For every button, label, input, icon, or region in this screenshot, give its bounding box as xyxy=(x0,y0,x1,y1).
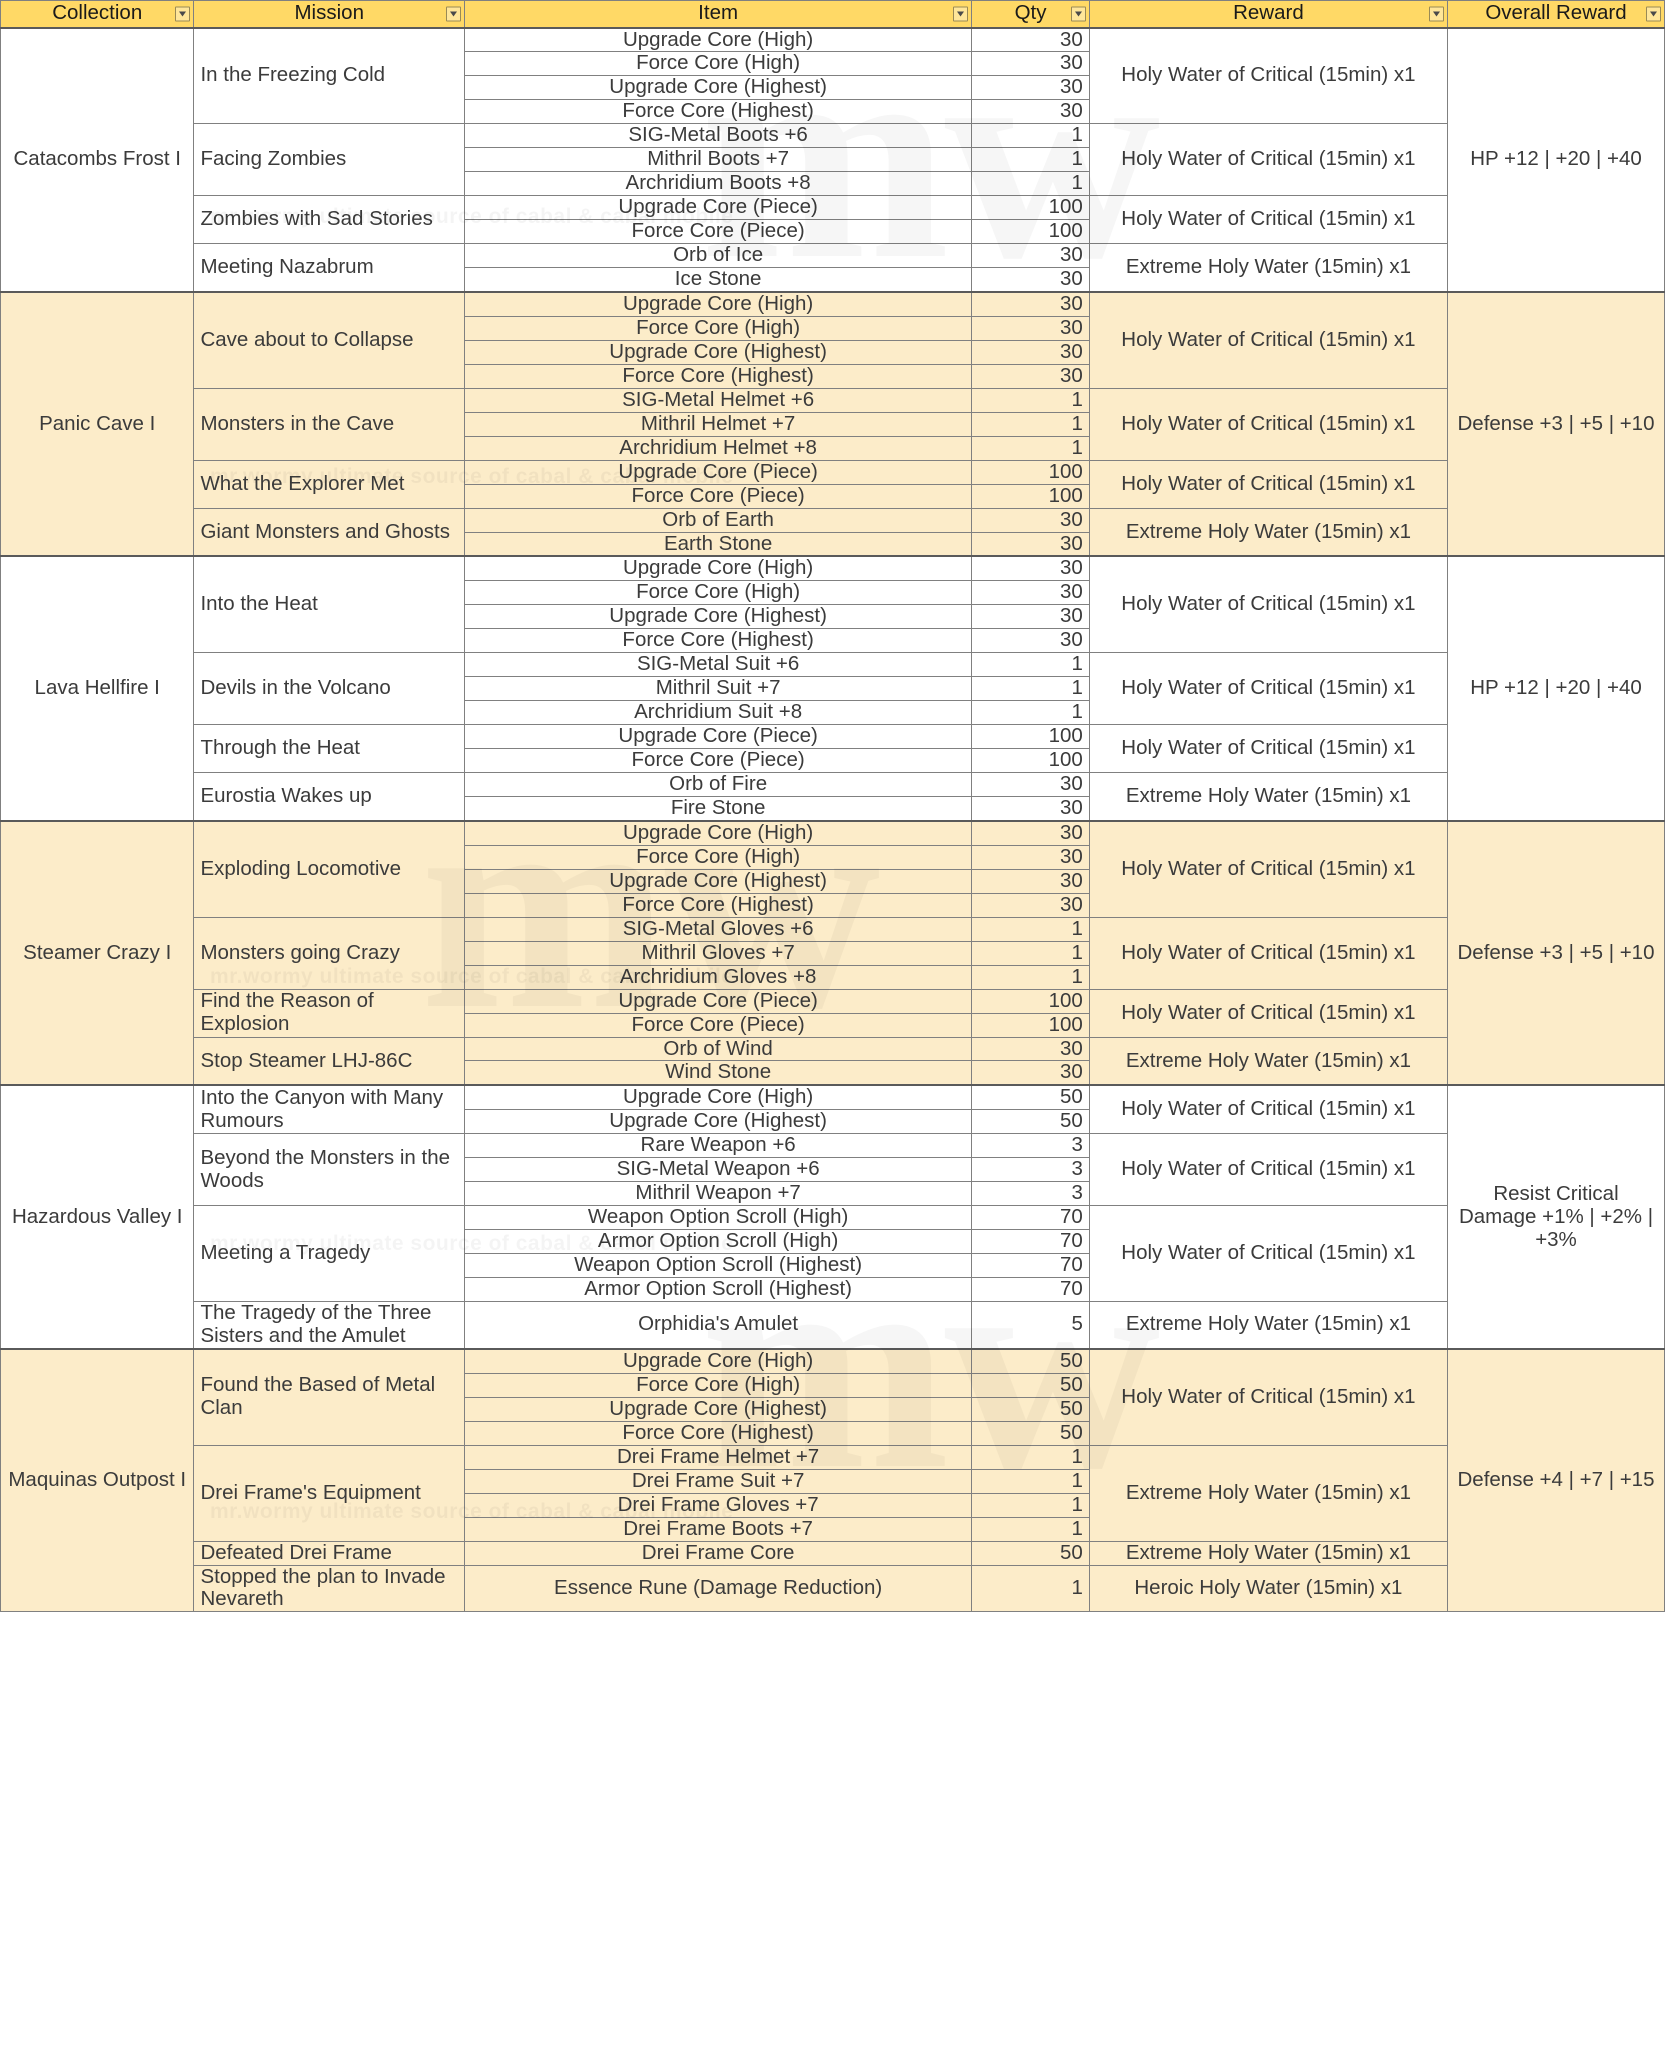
cell-qty: 30 xyxy=(972,1061,1090,1085)
cell-qty: 30 xyxy=(972,869,1090,893)
cell-mission: Monsters going Crazy xyxy=(194,917,465,989)
cell-reward: Extreme Holy Water (15min) x1 xyxy=(1089,1445,1447,1541)
cell-item: Orb of Wind xyxy=(465,1037,972,1061)
table-row xyxy=(1,1206,1665,1230)
cell-qty: 1 xyxy=(972,965,1090,989)
cell-item: Upgrade Core (Highest) xyxy=(465,340,972,364)
cell-collection: Hazardous Valley I xyxy=(1,1085,194,1348)
cell-reward: Holy Water of Critical (15min) x1 xyxy=(1089,124,1447,196)
table-header xyxy=(1,1,1665,28)
table-row xyxy=(1,460,1665,484)
cell-qty: 1 xyxy=(972,1565,1090,1612)
filter-dropdown-icon[interactable] xyxy=(175,6,190,21)
table-row xyxy=(1,773,1665,797)
column-header-label: Collection xyxy=(52,1,143,25)
cell-item: Upgrade Core (Highest) xyxy=(465,1110,972,1134)
cell-mission: Facing Zombies xyxy=(194,124,465,196)
cell-qty: 1 xyxy=(972,1517,1090,1541)
table-row xyxy=(1,1302,1665,1349)
cell-item: Orb of Earth xyxy=(465,508,972,532)
cell-overall-reward: HP +12 | +20 | +40 xyxy=(1448,556,1665,820)
cell-qty: 1 xyxy=(972,653,1090,677)
table-row xyxy=(1,821,1665,845)
cell-item: Drei Frame Core xyxy=(465,1541,972,1565)
cell-item: Force Core (Highest) xyxy=(465,100,972,124)
cell-item: Archridium Helmet +8 xyxy=(465,436,972,460)
table-body xyxy=(1,28,1665,1612)
cell-reward: Holy Water of Critical (15min) x1 xyxy=(1089,1134,1447,1206)
header-row xyxy=(1,1,1665,28)
cell-qty: 30 xyxy=(972,605,1090,629)
cell-mission: Into the Canyon with Many Rumours xyxy=(194,1085,465,1133)
column-header-collection xyxy=(1,1,194,28)
column-header-label: Overall Reward xyxy=(1485,1,1627,25)
cell-qty: 30 xyxy=(972,100,1090,124)
cell-qty: 1 xyxy=(972,436,1090,460)
cell-collection: Steamer Crazy I xyxy=(1,821,194,1085)
column-header-label: Mission xyxy=(294,1,364,25)
table-row xyxy=(1,1085,1665,1109)
cell-reward: Holy Water of Critical (15min) x1 xyxy=(1089,653,1447,725)
cell-item: Mithril Weapon +7 xyxy=(465,1182,972,1206)
cell-item: Upgrade Core (Highest) xyxy=(465,76,972,100)
cell-qty: 3 xyxy=(972,1134,1090,1158)
cell-reward: Holy Water of Critical (15min) x1 xyxy=(1089,556,1447,652)
cell-item: Wind Stone xyxy=(465,1061,972,1085)
cell-item: Upgrade Core (High) xyxy=(465,1349,972,1373)
cell-qty: 1 xyxy=(972,701,1090,725)
cell-qty: 100 xyxy=(972,989,1090,1013)
cell-qty: 30 xyxy=(972,52,1090,76)
cell-qty: 100 xyxy=(972,725,1090,749)
cell-overall-reward: Defense +4 | +7 | +15 xyxy=(1448,1349,1665,1612)
cell-qty: 50 xyxy=(972,1541,1090,1565)
cell-mission: Meeting Nazabrum xyxy=(194,244,465,292)
cell-item: Force Core (Highest) xyxy=(465,893,972,917)
cell-qty: 100 xyxy=(972,460,1090,484)
cell-qty: 50 xyxy=(972,1110,1090,1134)
cell-mission: Devils in the Volcano xyxy=(194,653,465,725)
column-header-label: Item xyxy=(698,1,739,25)
cell-item: Upgrade Core (Piece) xyxy=(465,196,972,220)
cell-reward: Holy Water of Critical (15min) x1 xyxy=(1089,917,1447,989)
cell-item: Mithril Boots +7 xyxy=(465,148,972,172)
cell-qty: 50 xyxy=(972,1373,1090,1397)
cell-mission: What the Explorer Met xyxy=(194,460,465,508)
cell-qty: 30 xyxy=(972,532,1090,556)
cell-qty: 100 xyxy=(972,220,1090,244)
cell-item: Force Core (Highest) xyxy=(465,364,972,388)
cell-item: Upgrade Core (Highest) xyxy=(465,605,972,629)
cell-item: Force Core (Piece) xyxy=(465,484,972,508)
cell-qty: 30 xyxy=(972,268,1090,292)
filter-dropdown-icon[interactable] xyxy=(446,6,461,21)
column-header-item xyxy=(465,1,972,28)
cell-reward: Holy Water of Critical (15min) x1 xyxy=(1089,292,1447,388)
cell-reward: Heroic Holy Water (15min) x1 xyxy=(1089,1565,1447,1612)
cell-item: SIG-Metal Suit +6 xyxy=(465,653,972,677)
cell-qty: 3 xyxy=(972,1182,1090,1206)
cell-qty: 50 xyxy=(972,1421,1090,1445)
cell-qty: 50 xyxy=(972,1085,1090,1109)
cell-item: Upgrade Core (Piece) xyxy=(465,460,972,484)
table-row xyxy=(1,196,1665,220)
cell-mission: Stopped the plan to Invade Nevareth xyxy=(194,1565,465,1612)
cell-item: Force Core (High) xyxy=(465,581,972,605)
cell-reward: Extreme Holy Water (15min) x1 xyxy=(1089,508,1447,556)
cell-qty: 30 xyxy=(972,797,1090,821)
table-row xyxy=(1,508,1665,532)
cell-item: SIG-Metal Weapon +6 xyxy=(465,1158,972,1182)
cell-qty: 100 xyxy=(972,749,1090,773)
cell-qty: 1 xyxy=(972,677,1090,701)
cell-item: Upgrade Core (High) xyxy=(465,556,972,580)
cell-item: Force Core (Piece) xyxy=(465,220,972,244)
cell-qty: 30 xyxy=(972,821,1090,845)
cell-item: Orb of Fire xyxy=(465,773,972,797)
cell-item: Drei Frame Helmet +7 xyxy=(465,1445,972,1469)
cell-item: Archridium Gloves +8 xyxy=(465,965,972,989)
cell-qty: 30 xyxy=(972,845,1090,869)
cell-qty: 50 xyxy=(972,1349,1090,1373)
cell-item: Essence Rune (Damage Reduction) xyxy=(465,1565,972,1612)
cell-item: Force Core (Highest) xyxy=(465,1421,972,1445)
cell-qty: 30 xyxy=(972,773,1090,797)
table-row xyxy=(1,1037,1665,1061)
cell-item: Earth Stone xyxy=(465,532,972,556)
cell-qty: 30 xyxy=(972,28,1090,52)
cell-item: Force Core (Piece) xyxy=(465,749,972,773)
cell-mission: Found the Based of Metal Clan xyxy=(194,1349,465,1445)
cell-reward: Holy Water of Critical (15min) x1 xyxy=(1089,1206,1447,1302)
cell-qty: 5 xyxy=(972,1302,1090,1349)
cell-item: SIG-Metal Helmet +6 xyxy=(465,388,972,412)
cell-item: Upgrade Core (High) xyxy=(465,1085,972,1109)
cell-qty: 30 xyxy=(972,292,1090,316)
filter-dropdown-icon[interactable] xyxy=(1071,6,1086,21)
cell-reward: Holy Water of Critical (15min) x1 xyxy=(1089,989,1447,1037)
cell-qty: 30 xyxy=(972,76,1090,100)
cell-qty: 50 xyxy=(972,1397,1090,1421)
cell-qty: 1 xyxy=(972,917,1090,941)
cell-qty: 100 xyxy=(972,484,1090,508)
cell-mission: Exploding Locomotive xyxy=(194,821,465,917)
cell-mission: Drei Frame's Equipment xyxy=(194,1445,465,1541)
cell-reward: Extreme Holy Water (15min) x1 xyxy=(1089,773,1447,821)
cell-mission: Monsters in the Cave xyxy=(194,388,465,460)
cell-mission: Find the Reason of Explosion xyxy=(194,989,465,1037)
cell-collection: Maquinas Outpost I xyxy=(1,1349,194,1612)
cell-reward: Holy Water of Critical (15min) x1 xyxy=(1089,388,1447,460)
table-row xyxy=(1,388,1665,412)
cell-qty: 1 xyxy=(972,172,1090,196)
cell-item: Mithril Helmet +7 xyxy=(465,412,972,436)
cell-mission: Defeated Drei Frame xyxy=(194,1541,465,1565)
cell-item: Upgrade Core (Piece) xyxy=(465,989,972,1013)
cell-collection: Catacombs Frost I xyxy=(1,28,194,292)
cell-item: Weapon Option Scroll (Highest) xyxy=(465,1254,972,1278)
table-row xyxy=(1,244,1665,268)
cell-item: Upgrade Core (High) xyxy=(465,292,972,316)
cell-item: Force Core (Highest) xyxy=(465,629,972,653)
cell-qty: 1 xyxy=(972,941,1090,965)
cell-mission: Through the Heat xyxy=(194,725,465,773)
cell-reward: Extreme Holy Water (15min) x1 xyxy=(1089,1541,1447,1565)
table-row xyxy=(1,1541,1665,1565)
cell-collection: Panic Cave I xyxy=(1,292,194,556)
cell-qty: 1 xyxy=(972,412,1090,436)
cell-qty: 100 xyxy=(972,196,1090,220)
cell-item: Upgrade Core (Highest) xyxy=(465,1397,972,1421)
cell-overall-reward: Resist Critical Damage +1% | +2% | +3% xyxy=(1448,1085,1665,1348)
cell-mission: Into the Heat xyxy=(194,556,465,652)
cell-item: Upgrade Core (Piece) xyxy=(465,725,972,749)
cell-item: Rare Weapon +6 xyxy=(465,1134,972,1158)
cell-mission: The Tragedy of the Three Sisters and the Amulet xyxy=(194,1302,465,1349)
cell-item: Drei Frame Suit +7 xyxy=(465,1469,972,1493)
cell-overall-reward: HP +12 | +20 | +40 xyxy=(1448,28,1665,292)
cell-mission: Cave about to Collapse xyxy=(194,292,465,388)
cell-item: Ice Stone xyxy=(465,268,972,292)
cell-qty: 30 xyxy=(972,316,1090,340)
filter-dropdown-icon[interactable] xyxy=(1429,6,1444,21)
column-header-label: Reward xyxy=(1233,1,1304,25)
cell-item: Force Core (High) xyxy=(465,845,972,869)
cell-item: Orphidia's Amulet xyxy=(465,1302,972,1349)
cell-item: Weapon Option Scroll (High) xyxy=(465,1206,972,1230)
column-header-qty xyxy=(972,1,1090,28)
cell-reward: Holy Water of Critical (15min) x1 xyxy=(1089,196,1447,244)
table-row xyxy=(1,1565,1665,1612)
cell-qty: 30 xyxy=(972,364,1090,388)
cell-item: Fire Stone xyxy=(465,797,972,821)
cell-qty: 70 xyxy=(972,1230,1090,1254)
cell-mission: In the Freezing Cold xyxy=(194,28,465,124)
cell-mission: Beyond the Monsters in the Woods xyxy=(194,1134,465,1206)
cell-qty: 1 xyxy=(972,148,1090,172)
cell-item: Force Core (High) xyxy=(465,316,972,340)
column-header-overall xyxy=(1448,1,1665,28)
cell-item: Mithril Suit +7 xyxy=(465,677,972,701)
cell-qty: 30 xyxy=(972,340,1090,364)
cell-qty: 3 xyxy=(972,1158,1090,1182)
cell-item: Armor Option Scroll (High) xyxy=(465,1230,972,1254)
cell-qty: 30 xyxy=(972,629,1090,653)
cell-overall-reward: Defense +3 | +5 | +10 xyxy=(1448,292,1665,556)
cell-qty: 30 xyxy=(972,893,1090,917)
cell-mission: Zombies with Sad Stories xyxy=(194,196,465,244)
column-header-label: Qty xyxy=(1014,1,1047,25)
table-row xyxy=(1,1349,1665,1373)
cell-qty: 1 xyxy=(972,388,1090,412)
filter-dropdown-icon[interactable] xyxy=(1646,6,1661,21)
cell-mission: Eurostia Wakes up xyxy=(194,773,465,821)
table-row xyxy=(1,653,1665,677)
cell-qty: 70 xyxy=(972,1254,1090,1278)
table-row xyxy=(1,725,1665,749)
cell-item: Armor Option Scroll (Highest) xyxy=(465,1278,972,1302)
table-row xyxy=(1,917,1665,941)
table-row xyxy=(1,1134,1665,1158)
cell-item: SIG-Metal Boots +6 xyxy=(465,124,972,148)
cell-item: Upgrade Core (High) xyxy=(465,28,972,52)
cell-qty: 70 xyxy=(972,1206,1090,1230)
cell-reward: Extreme Holy Water (15min) x1 xyxy=(1089,244,1447,292)
cell-reward: Holy Water of Critical (15min) x1 xyxy=(1089,725,1447,773)
cell-reward: Holy Water of Critical (15min) x1 xyxy=(1089,821,1447,917)
cell-reward: Extreme Holy Water (15min) x1 xyxy=(1089,1302,1447,1349)
cell-item: Mithril Gloves +7 xyxy=(465,941,972,965)
cell-qty: 30 xyxy=(972,1037,1090,1061)
cell-mission: Meeting a Tragedy xyxy=(194,1206,465,1302)
cell-qty: 30 xyxy=(972,581,1090,605)
cell-qty: 1 xyxy=(972,1445,1090,1469)
table-row xyxy=(1,124,1665,148)
cell-item: Upgrade Core (Highest) xyxy=(465,869,972,893)
table-row xyxy=(1,292,1665,316)
cell-qty: 70 xyxy=(972,1278,1090,1302)
cell-reward: Extreme Holy Water (15min) x1 xyxy=(1089,1037,1447,1085)
cell-item: Orb of Ice xyxy=(465,244,972,268)
cell-overall-reward: Defense +3 | +5 | +10 xyxy=(1448,821,1665,1085)
cell-item: Upgrade Core (High) xyxy=(465,821,972,845)
table-row xyxy=(1,28,1665,52)
cell-qty: 30 xyxy=(972,508,1090,532)
cell-mission: Stop Steamer LHJ-86C xyxy=(194,1037,465,1085)
cell-item: Force Core (Piece) xyxy=(465,1013,972,1037)
cell-qty: 30 xyxy=(972,244,1090,268)
cell-reward: Holy Water of Critical (15min) x1 xyxy=(1089,28,1447,124)
table-row xyxy=(1,1445,1665,1469)
cell-qty: 1 xyxy=(972,1493,1090,1517)
cell-item: Drei Frame Gloves +7 xyxy=(465,1493,972,1517)
cell-reward: Holy Water of Critical (15min) x1 xyxy=(1089,1349,1447,1445)
cell-item: Force Core (High) xyxy=(465,1373,972,1397)
cell-item: Force Core (High) xyxy=(465,52,972,76)
cell-item: Archridium Boots +8 xyxy=(465,172,972,196)
cell-collection: Lava Hellfire I xyxy=(1,556,194,820)
column-header-mission xyxy=(194,1,465,28)
cell-qty: 1 xyxy=(972,1469,1090,1493)
table-row xyxy=(1,556,1665,580)
cell-qty: 100 xyxy=(972,1013,1090,1037)
cell-item: SIG-Metal Gloves +6 xyxy=(465,917,972,941)
cell-mission: Giant Monsters and Ghosts xyxy=(194,508,465,556)
cell-reward: Holy Water of Critical (15min) x1 xyxy=(1089,1085,1447,1133)
cell-item: Archridium Suit +8 xyxy=(465,701,972,725)
cell-item: Drei Frame Boots +7 xyxy=(465,1517,972,1541)
cell-qty: 1 xyxy=(972,124,1090,148)
cell-reward: Holy Water of Critical (15min) x1 xyxy=(1089,460,1447,508)
column-header-reward xyxy=(1089,1,1447,28)
cell-qty: 30 xyxy=(972,556,1090,580)
table-row xyxy=(1,989,1665,1013)
filter-dropdown-icon[interactable] xyxy=(953,6,968,21)
